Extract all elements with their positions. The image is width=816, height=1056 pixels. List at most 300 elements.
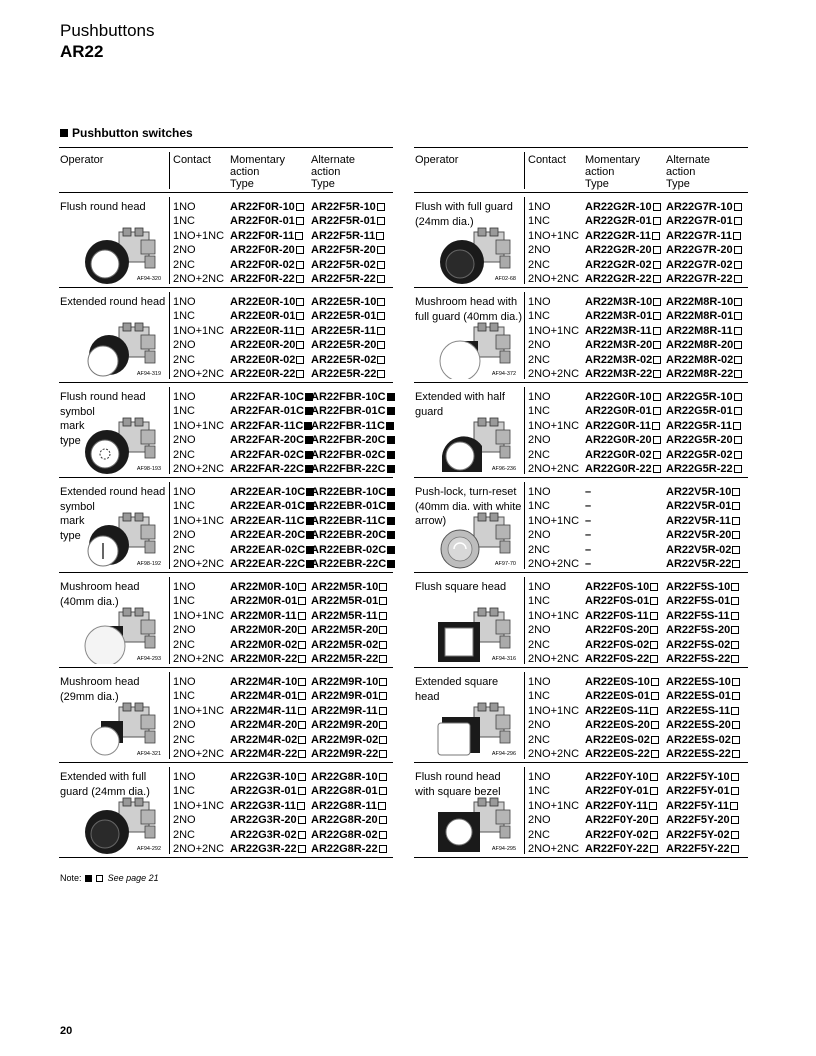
contact-type: 1NO xyxy=(173,771,196,783)
alternate-type-code: AR22M9R-01 xyxy=(311,690,379,703)
momentary-type xyxy=(230,704,306,718)
alternate-type-code: AR22M9R-02 xyxy=(311,733,379,746)
contact-type: 1NC xyxy=(173,310,196,323)
alternate-type xyxy=(311,243,385,257)
alternate-type-code: AR22M8R-01 xyxy=(666,310,734,323)
momentary-type-code: AR22M0R-22 xyxy=(230,652,298,665)
operator-head xyxy=(440,341,480,379)
alternate-type-code: AR22V5R-22 xyxy=(666,557,732,570)
alternate-type-code: AR22FBR-11C xyxy=(311,419,385,432)
column-header-momentary-line: Momentary xyxy=(230,154,286,166)
momentary-type-code: AR22FAR-11C xyxy=(230,419,304,432)
open-square-icon xyxy=(652,232,660,240)
open-square-icon xyxy=(734,465,742,473)
contact-type: 1NC xyxy=(528,595,551,608)
contact-type: 2NC xyxy=(173,448,196,461)
momentary-type xyxy=(230,338,304,352)
contact-type: 1NO xyxy=(528,201,551,213)
contact-type: 1NO xyxy=(173,296,196,308)
alternate-type-code: AR22F5Y-22 xyxy=(666,842,730,855)
contact-type: 2NO xyxy=(173,719,196,732)
alternate-type-code: AR22E5S-10 xyxy=(666,676,731,688)
contact-type: 1NC xyxy=(173,595,196,608)
alternate-type xyxy=(666,718,740,732)
column-header-momentary xyxy=(585,154,640,190)
operator-name-line: (24mm dia.) xyxy=(415,215,474,228)
photo-code: AF94-295 xyxy=(491,846,516,852)
open-square-icon xyxy=(653,312,661,320)
contact-type: 1NO+1NC xyxy=(173,704,225,717)
open-square-icon xyxy=(651,736,659,744)
contact-type: 1NO xyxy=(528,296,551,308)
momentary-type-code: AR22FAR-01C xyxy=(230,405,304,418)
column-header-contact: Contact xyxy=(528,154,566,166)
alternate-type-code: AR22M9R-10 xyxy=(311,676,379,688)
alternate-type xyxy=(666,813,739,827)
filled-square-icon xyxy=(387,451,395,459)
momentary-type-code: AR22G3R-22 xyxy=(230,842,297,855)
alternate-type xyxy=(311,419,394,433)
contact-type: 1NO xyxy=(173,486,196,498)
open-square-icon xyxy=(731,816,739,824)
contact-type: 2NC xyxy=(173,638,196,651)
open-square-icon xyxy=(379,597,387,605)
momentary-type xyxy=(230,514,314,528)
momentary-type-code: AR22G0R-02 xyxy=(585,448,652,461)
alternate-type-code: AR22G8R-20 xyxy=(311,814,378,827)
momentary-type xyxy=(230,433,313,447)
alternate-type-code: AR22G7R-02 xyxy=(666,258,733,271)
table-header xyxy=(414,148,748,193)
filled-square-icon xyxy=(387,517,395,525)
momentary-type xyxy=(585,580,658,594)
open-square-icon xyxy=(298,721,306,729)
momentary-type xyxy=(230,324,304,338)
open-square-icon xyxy=(653,246,661,254)
column-header-alternate-line: action xyxy=(311,166,341,178)
contact-type: 1NC xyxy=(528,690,551,703)
alternate-type xyxy=(311,324,385,338)
open-square-icon xyxy=(650,612,658,620)
open-square-icon xyxy=(298,692,306,700)
operator-cell xyxy=(60,580,168,609)
momentary-type-code: AR22E0R-22 xyxy=(230,367,296,380)
momentary-type xyxy=(585,309,661,323)
contact-type: 2NO+2NC xyxy=(528,557,580,570)
momentary-type xyxy=(585,770,658,784)
alternate-type-code: AR22F5S-20 xyxy=(666,624,731,637)
open-square-icon xyxy=(296,298,304,306)
open-square-icon xyxy=(650,641,658,649)
alternate-type xyxy=(311,258,385,272)
alternate-type xyxy=(311,652,387,666)
operator-head xyxy=(440,240,484,284)
open-square-icon xyxy=(734,451,742,459)
momentary-type-code: AR22F0S-11 xyxy=(585,609,649,622)
momentary-type-code: AR22M3R-11 xyxy=(585,324,652,337)
column-header-contact: Contact xyxy=(173,154,211,166)
product-photo xyxy=(79,321,165,379)
section-bullet-icon xyxy=(60,129,68,137)
alternate-type-code: AR22F5R-02 xyxy=(311,258,376,271)
photo-code: AF94-319 xyxy=(136,371,161,377)
alternate-type-code: AR22V5R-11 xyxy=(666,514,731,527)
alternate-type xyxy=(311,543,395,557)
open-square-icon xyxy=(653,203,661,211)
open-square-icon xyxy=(296,370,304,378)
open-square-icon xyxy=(732,750,740,758)
open-square-icon xyxy=(377,275,385,283)
open-square-icon xyxy=(651,692,659,700)
column-divider xyxy=(169,767,170,854)
open-square-icon xyxy=(650,773,658,781)
alternate-type xyxy=(666,689,740,703)
momentary-type xyxy=(230,594,306,608)
alternate-type xyxy=(666,623,739,637)
photo-code: AF94-372 xyxy=(491,371,516,377)
alternate-type xyxy=(311,528,395,542)
contact-type: 1NO xyxy=(528,391,551,403)
operator-cell xyxy=(415,675,523,704)
momentary-type xyxy=(230,214,304,228)
momentary-type-code: AR22F0Y-20 xyxy=(585,814,649,827)
open-square-icon xyxy=(650,845,658,853)
operator-name-line: Extended with half xyxy=(415,391,505,403)
alternate-type-code: AR22F5R-22 xyxy=(311,272,376,285)
momentary-type-code: AR22G3R-11 xyxy=(230,799,297,812)
open-square-icon xyxy=(732,721,740,729)
filled-square-icon xyxy=(387,488,395,496)
open-square-icon xyxy=(730,802,738,810)
momentary-type xyxy=(230,367,304,381)
operator-name-line: guard (24mm dia.) xyxy=(60,785,150,798)
open-square-icon xyxy=(732,678,740,686)
operator-cell xyxy=(415,770,523,799)
momentary-type xyxy=(230,718,306,732)
alternate-type xyxy=(311,799,386,813)
alternate-type-code: AR22M8R-20 xyxy=(666,339,734,352)
contact-type: 2NC xyxy=(528,258,551,271)
operator-cell xyxy=(415,390,523,419)
open-square-icon xyxy=(653,298,661,306)
column-divider xyxy=(169,482,170,569)
momentary-type xyxy=(230,675,306,689)
photo-code: AF94-296 xyxy=(491,751,516,757)
alternate-type-code: AR22M9R-11 xyxy=(311,704,378,717)
alternate-type xyxy=(311,295,385,309)
open-square-icon xyxy=(298,831,306,839)
alternate-type xyxy=(311,689,387,703)
open-square-icon xyxy=(733,232,741,240)
momentary-type xyxy=(585,485,591,499)
alternate-type-code: AR22G5R-20 xyxy=(666,434,733,447)
column-header-alternate-line: Type xyxy=(311,178,335,190)
open-square-icon xyxy=(653,451,661,459)
momentary-type xyxy=(230,295,304,309)
contact-type: 2NO xyxy=(173,244,196,257)
momentary-type xyxy=(230,229,303,243)
momentary-type xyxy=(585,338,661,352)
product-photo xyxy=(79,796,165,854)
alternate-type xyxy=(666,419,741,433)
momentary-type xyxy=(585,272,661,286)
open-square-icon xyxy=(296,341,304,349)
momentary-type xyxy=(585,718,659,732)
alternate-type xyxy=(311,557,395,571)
contact-type: 1NO xyxy=(173,676,196,688)
open-square-icon xyxy=(734,370,742,378)
alternate-type-code: AR22E5S-20 xyxy=(666,719,731,732)
open-square-icon xyxy=(653,217,661,225)
column-header-momentary-line: action xyxy=(230,166,260,178)
open-square-icon xyxy=(379,787,387,795)
column-header-momentary-line: Momentary xyxy=(585,154,641,166)
alternate-type-code: AR22E5S-22 xyxy=(666,747,731,760)
column-divider xyxy=(524,152,525,189)
alternate-type-code: AR22G7R-11 xyxy=(666,229,733,242)
contact-type: 1NO xyxy=(528,771,551,783)
contact-type: 1NC xyxy=(173,215,196,228)
momentary-type xyxy=(230,733,306,747)
alternate-type xyxy=(311,353,385,367)
alternate-type xyxy=(666,652,739,666)
contact-type: 1NO+1NC xyxy=(173,514,225,527)
alternate-type xyxy=(666,258,742,272)
momentary-type xyxy=(585,448,661,462)
momentary-type-code: AR22E0S-10 xyxy=(585,676,650,688)
alternate-type-code: AR22M5R-01 xyxy=(311,595,379,608)
momentary-type xyxy=(230,485,314,499)
alternate-type xyxy=(311,485,395,499)
filled-square-icon xyxy=(386,422,394,430)
open-square-icon xyxy=(731,831,739,839)
open-square-icon xyxy=(298,612,306,620)
operator-name-line: Flush round head xyxy=(415,771,501,783)
momentary-type xyxy=(230,272,304,286)
momentary-type-code: – xyxy=(585,529,592,542)
momentary-type-code: AR22E0R-10 xyxy=(230,296,296,308)
alternate-type-code: AR22G8R-10 xyxy=(311,771,378,783)
alternate-type-code: AR22F5Y-10 xyxy=(666,771,730,783)
momentary-type-code: AR22M3R-02 xyxy=(585,353,653,366)
alternate-type-code: AR22M8R-11 xyxy=(666,324,733,337)
momentary-type xyxy=(230,528,314,542)
alternate-type-code: AR22M5R-22 xyxy=(311,652,379,665)
column-divider xyxy=(524,672,525,759)
contact-type: 1NC xyxy=(173,500,196,513)
open-square-icon xyxy=(732,546,740,554)
open-square-icon xyxy=(732,531,740,539)
momentary-type xyxy=(230,557,314,571)
column-header-operator: Operator xyxy=(415,154,459,166)
alternate-type xyxy=(666,675,740,689)
photo-code: AF96-236 xyxy=(491,466,516,472)
momentary-type xyxy=(230,404,313,418)
product-photo xyxy=(79,701,165,759)
open-square-icon xyxy=(296,217,304,225)
alternate-type xyxy=(311,229,384,243)
momentary-type xyxy=(585,528,591,542)
momentary-type-code: AR22G3R-10 xyxy=(230,771,297,783)
alternate-type xyxy=(666,448,742,462)
momentary-type xyxy=(585,243,661,257)
momentary-type xyxy=(585,675,659,689)
contact-type: 2NO+2NC xyxy=(173,747,225,760)
alternate-type xyxy=(666,528,740,542)
open-square-icon xyxy=(650,655,658,663)
open-square-icon xyxy=(296,312,304,320)
open-square-icon xyxy=(734,341,742,349)
operator-cell xyxy=(60,770,168,799)
product-photo xyxy=(79,226,165,284)
momentary-type-code: – xyxy=(585,500,592,513)
momentary-type-code: AR22EAR-11C xyxy=(230,514,305,527)
alternate-type xyxy=(666,704,739,718)
open-square-icon xyxy=(379,721,387,729)
contact-type: 1NO+1NC xyxy=(528,419,580,432)
operator-head xyxy=(85,430,129,474)
alternate-type xyxy=(666,557,740,571)
momentary-type-code: AR22G0R-22 xyxy=(585,462,652,475)
momentary-type-code: AR22E0R-20 xyxy=(230,339,296,352)
momentary-type-code: AR22F0Y-02 xyxy=(585,828,649,841)
open-square-icon xyxy=(732,488,740,496)
operator-name-line: type xyxy=(60,529,81,542)
momentary-type-code: AR22EAR-22C xyxy=(230,557,306,570)
open-square-icon xyxy=(298,787,306,795)
operator-head xyxy=(438,622,480,662)
momentary-type xyxy=(230,258,304,272)
alternate-type xyxy=(311,594,387,608)
open-square-icon xyxy=(297,802,305,810)
momentary-type xyxy=(230,609,306,623)
alternate-type-code: AR22F5R-10 xyxy=(311,201,376,213)
momentary-type xyxy=(585,514,591,528)
alternate-type-code: AR22G8R-22 xyxy=(311,842,378,855)
open-square-icon xyxy=(96,875,103,882)
alternate-type-code: AR22M5R-20 xyxy=(311,624,379,637)
open-square-icon xyxy=(298,736,306,744)
alternate-type-code: AR22EBR-22C xyxy=(311,557,387,570)
open-square-icon xyxy=(298,707,306,715)
momentary-type-code: – xyxy=(585,514,592,527)
momentary-type-code: AR22E0R-11 xyxy=(230,324,295,337)
alternate-type xyxy=(311,580,387,594)
column-divider xyxy=(524,197,525,284)
operator-name-line: Push-lock, turn-reset xyxy=(415,486,517,498)
alternate-type xyxy=(666,295,742,309)
alternate-type-code: AR22G7R-20 xyxy=(666,244,733,257)
filled-square-icon xyxy=(387,465,395,473)
operator-head xyxy=(441,530,479,568)
contact-type: 1NO+1NC xyxy=(528,324,580,337)
alternate-type xyxy=(311,842,387,856)
open-square-icon xyxy=(652,422,660,430)
contact-type: 1NO+1NC xyxy=(528,514,580,527)
alternate-type xyxy=(666,543,740,557)
contact-type: 2NC xyxy=(173,258,196,271)
momentary-type-code: AR22F0Y-01 xyxy=(585,785,649,798)
contact-type: 1NO+1NC xyxy=(173,324,225,337)
operator-name-line: type xyxy=(60,434,81,447)
column-header-operator: Operator xyxy=(60,154,104,166)
momentary-type-code: AR22FAR-10C xyxy=(230,391,304,403)
open-square-icon xyxy=(731,707,739,715)
alternate-type xyxy=(311,675,387,689)
alternate-type-code: AR22V5R-20 xyxy=(666,529,732,542)
operator-name-line: full guard (40mm dia.) xyxy=(415,310,522,323)
operator-group xyxy=(59,288,393,383)
product-photo xyxy=(434,416,520,474)
momentary-type-code: AR22E0S-11 xyxy=(585,704,650,717)
column-header-alternate-line: Type xyxy=(666,178,690,190)
alternate-type-code: AR22G7R-10 xyxy=(666,201,733,213)
open-square-icon xyxy=(734,393,742,401)
column-header-alternate-line: Alternate xyxy=(666,154,711,166)
open-square-icon xyxy=(296,246,304,254)
alternate-type xyxy=(311,770,387,784)
momentary-type-code: AR22M0R-01 xyxy=(230,595,298,608)
open-square-icon xyxy=(296,203,304,211)
operator-cell xyxy=(415,295,523,324)
momentary-type xyxy=(230,623,306,637)
operator-group xyxy=(59,193,393,288)
momentary-type-code: AR22G2R-20 xyxy=(585,244,652,257)
momentary-type-code: AR22FAR-02C xyxy=(230,448,304,461)
open-square-icon xyxy=(379,831,387,839)
open-square-icon xyxy=(298,597,306,605)
photo-code: AF94-321 xyxy=(136,751,161,757)
contact-type: 2NO+2NC xyxy=(173,462,225,475)
momentary-type xyxy=(585,295,661,309)
operator-name-line: Extended with full xyxy=(60,771,147,783)
alternate-type-code: AR22F5Y-20 xyxy=(666,814,730,827)
contact-type: 1NO+1NC xyxy=(173,419,225,432)
alternate-type xyxy=(666,609,739,623)
open-square-icon xyxy=(379,707,387,715)
open-square-icon xyxy=(731,626,739,634)
momentary-type xyxy=(585,367,661,381)
momentary-type xyxy=(230,353,304,367)
momentary-type xyxy=(585,433,661,447)
momentary-type xyxy=(585,353,661,367)
open-square-icon xyxy=(653,370,661,378)
open-square-icon xyxy=(732,502,740,510)
momentary-type xyxy=(585,784,658,798)
momentary-type xyxy=(230,543,314,557)
contact-type: 2NC xyxy=(528,543,551,556)
momentary-type-code: AR22F0R-02 xyxy=(230,258,295,271)
momentary-type-code: AR22G3R-20 xyxy=(230,814,297,827)
open-square-icon xyxy=(298,816,306,824)
momentary-type-code: AR22M3R-01 xyxy=(585,310,653,323)
operator-head xyxy=(88,335,129,376)
momentary-type-code: AR22M4R-10 xyxy=(230,676,298,688)
momentary-type-code: AR22E0S-22 xyxy=(585,747,650,760)
operator-name-line: Extended square head xyxy=(415,676,499,703)
contact-type: 2NC xyxy=(173,353,196,366)
momentary-type-code: AR22M3R-22 xyxy=(585,367,653,380)
operator-head xyxy=(85,626,125,664)
photo-code: AF98-193 xyxy=(136,466,161,472)
operator-name-line: Flush round head xyxy=(60,391,146,403)
footnote xyxy=(60,872,159,884)
open-square-icon xyxy=(734,217,742,225)
open-square-icon xyxy=(377,341,385,349)
photo-code: AF98-192 xyxy=(136,561,161,567)
momentary-type-code: AR22M4R-02 xyxy=(230,733,298,746)
column-divider xyxy=(169,387,170,474)
